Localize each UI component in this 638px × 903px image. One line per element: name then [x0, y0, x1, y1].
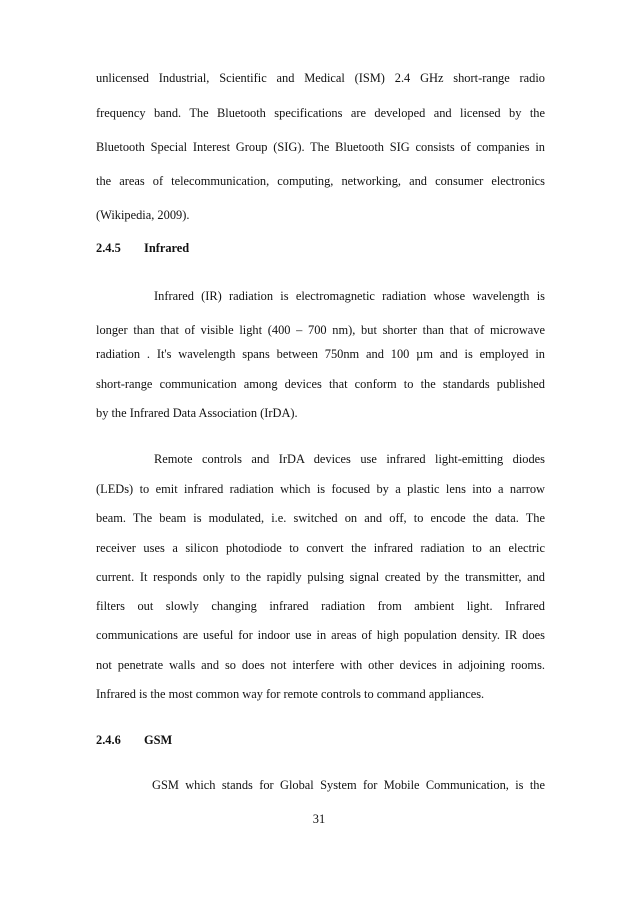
paragraph-line: radiation . It's wavelength spans between 750nm and 100 µm and is employed in [96, 347, 545, 361]
paragraph-line: GSM which stands for Global System for Mobile Communication, is the [152, 778, 545, 792]
page-number: 31 [312, 812, 326, 826]
paragraph-line: filters out slowly changing infrared radiation from ambient light. Infrared [96, 599, 545, 613]
paragraph-line: unlicensed Industrial, Scientific and Medical (ISM) 2.4 GHz short-range radio [96, 71, 545, 85]
section-number: 2.4.6 [96, 733, 121, 747]
paragraph-line: not penetrate walls and so does not interfere with other devices in adjoining rooms. [96, 658, 545, 672]
paragraph-line: short-range communication among devices that conform to the standards published [96, 377, 545, 391]
paragraph-line: receiver uses a silicon photodiode to convert the infrared radiation to an electric [96, 541, 545, 555]
section-title: GSM [144, 733, 173, 747]
paragraph-line: communications are useful for indoor use in areas of high population density. IR does [96, 628, 545, 642]
paragraph-line: (Wikipedia, 2009). [96, 208, 190, 222]
paragraph-line: Infrared (IR) radiation is electromagnetic radiation whose wavelength is [154, 289, 545, 303]
paragraph-line: Infrared is the most common way for remote controls to command appliances. [96, 687, 485, 701]
paragraph-line: longer than that of visible light (400 – 700 nm), but shorter than that of microwave [96, 323, 545, 337]
paragraph-line: Remote controls and IrDA devices use infrared light-emitting diodes [154, 452, 545, 466]
paragraph-line: (LEDs) to emit infrared radiation which is focused by a plastic lens into a narrow [96, 482, 545, 496]
paragraph-line: the areas of telecommunication, computing, networking, and consumer electronics [96, 174, 545, 188]
section-heading-infrared [96, 240, 189, 256]
paragraph-line: current. It responds only to the rapidly pulsing signal created by the transmitter, and [96, 570, 545, 584]
paragraph-line: by the Infrared Data Association (IrDA). [96, 406, 298, 420]
section-heading-gsm [96, 732, 172, 748]
paragraph-line: Bluetooth Special Interest Group (SIG). The Bluetooth SIG consists of companies in [96, 140, 545, 154]
paragraph-line: frequency band. The Bluetooth specifications are developed and licensed by the [96, 106, 545, 120]
paragraph-line: beam. The beam is modulated, i.e. switched on and off, to encode the data. The [96, 511, 545, 525]
section-number: 2.4.5 [96, 241, 121, 255]
section-title: Infrared [144, 241, 190, 255]
